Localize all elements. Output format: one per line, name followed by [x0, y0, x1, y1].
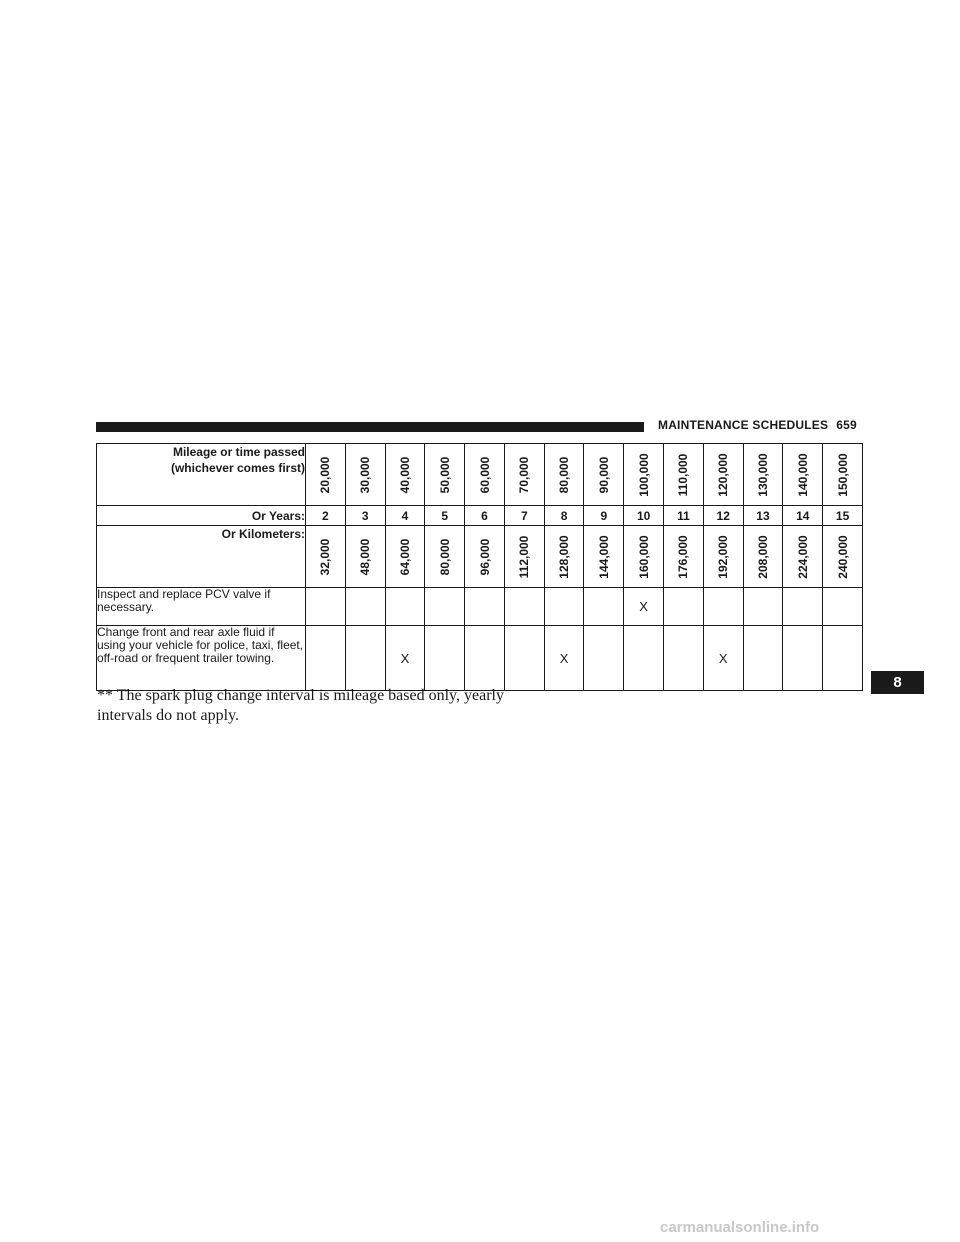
years-cell: 11 — [664, 506, 704, 526]
task-mark-cell — [504, 588, 544, 626]
task-mark-cell — [783, 588, 823, 626]
years-cell: 9 — [584, 506, 624, 526]
mileage-cell: 50,000 — [425, 444, 465, 506]
task-mark-cell — [544, 588, 584, 626]
mileage-label-line2: (whichever comes first) — [170, 461, 305, 475]
mileage-row — [97, 444, 863, 506]
years-cell: 6 — [465, 506, 505, 526]
task-label: Inspect and replace PCV valve if necessary. — [97, 588, 306, 626]
task-label: Change front and rear axle fluid if using your vehicle for police, taxi, fleet, off-road or frequent trailer towing. — [97, 626, 306, 691]
task-mark-cell — [743, 626, 783, 691]
maintenance-schedule-table — [96, 443, 863, 691]
mileage-cell: 90,000 — [584, 444, 624, 506]
years-cell: 15 — [823, 506, 863, 526]
site-watermark: carmanualsonline.info — [660, 1219, 820, 1236]
kilometers-cell: 192,000 — [703, 526, 743, 588]
task-mark-cell: X — [544, 626, 584, 691]
task-mark-cell — [465, 588, 505, 626]
mileage-cell: 30,000 — [345, 444, 385, 506]
mileage-cell: 80,000 — [544, 444, 584, 506]
years-cell: 8 — [544, 506, 584, 526]
years-cell: 5 — [425, 506, 465, 526]
kilometers-cell: 96,000 — [465, 526, 505, 588]
kilometers-cell: 64,000 — [385, 526, 425, 588]
task-mark-cell: X — [385, 626, 425, 691]
years-cell: 7 — [504, 506, 544, 526]
running-header — [658, 418, 857, 432]
years-cell: 13 — [743, 506, 783, 526]
mileage-cell: 130,000 — [743, 444, 783, 506]
page-number: 659 — [836, 418, 857, 432]
task-mark-cell — [823, 588, 863, 626]
task-mark-cell — [306, 626, 346, 691]
mileage-cell: 70,000 — [504, 444, 544, 506]
years-cell: 14 — [783, 506, 823, 526]
kilometers-cell: 48,000 — [345, 526, 385, 588]
kilometers-cell: 144,000 — [584, 526, 624, 588]
kilometers-cell: 176,000 — [664, 526, 704, 588]
task-mark-cell — [823, 626, 863, 691]
mileage-cell: 150,000 — [823, 444, 863, 506]
spark-plug-footnote: ** The spark plug change interval is mileage based only, yearly intervals do not apply. — [97, 687, 504, 724]
task-mark-cell — [664, 626, 704, 691]
task-mark-cell — [703, 588, 743, 626]
kilometers-cell: 240,000 — [823, 526, 863, 588]
task-mark-cell — [425, 626, 465, 691]
years-row-label: Or Years: — [97, 506, 306, 526]
task-row-axle-fluid — [97, 626, 863, 691]
task-mark-cell — [743, 588, 783, 626]
mileage-row-label — [97, 444, 306, 506]
task-row-pcv-valve — [97, 588, 863, 626]
mileage-cell: 140,000 — [783, 444, 823, 506]
mileage-cell: 20,000 — [306, 444, 346, 506]
mileage-cell: 120,000 — [703, 444, 743, 506]
task-mark-cell — [425, 588, 465, 626]
years-cell: 4 — [385, 506, 425, 526]
task-mark-cell: X — [624, 588, 664, 626]
years-cell: 12 — [703, 506, 743, 526]
section-title: MAINTENANCE SCHEDULES — [658, 418, 829, 432]
mileage-cell: 110,000 — [664, 444, 704, 506]
kilometers-row-label: Or Kilometers: — [97, 526, 306, 588]
years-cell: 2 — [306, 506, 346, 526]
kilometers-cell: 32,000 — [306, 526, 346, 588]
years-cell: 3 — [345, 506, 385, 526]
chapter-tab: 8 — [871, 671, 924, 694]
task-mark-cell — [465, 626, 505, 691]
task-mark-cell — [385, 588, 425, 626]
task-mark-cell — [504, 626, 544, 691]
mileage-label-line1: Mileage or time passed — [172, 445, 305, 459]
mileage-cell: 40,000 — [385, 444, 425, 506]
kilometers-cell: 160,000 — [624, 526, 664, 588]
task-mark-cell: X — [703, 626, 743, 691]
kilometers-cell: 128,000 — [544, 526, 584, 588]
kilometers-cell: 112,000 — [504, 526, 544, 588]
years-cell: 10 — [624, 506, 664, 526]
kilometers-cell: 80,000 — [425, 526, 465, 588]
task-mark-cell — [584, 626, 624, 691]
task-mark-cell — [306, 588, 346, 626]
task-mark-cell — [584, 588, 624, 626]
mileage-cell: 100,000 — [624, 444, 664, 506]
task-mark-cell — [624, 626, 664, 691]
years-row — [97, 506, 863, 526]
kilometers-cell: 224,000 — [783, 526, 823, 588]
task-mark-cell — [783, 626, 823, 691]
task-mark-cell — [345, 588, 385, 626]
task-mark-cell — [664, 588, 704, 626]
header-rule — [96, 422, 644, 432]
task-mark-cell — [345, 626, 385, 691]
kilometers-row — [97, 526, 863, 588]
kilometers-cell: 208,000 — [743, 526, 783, 588]
mileage-cell: 60,000 — [465, 444, 505, 506]
